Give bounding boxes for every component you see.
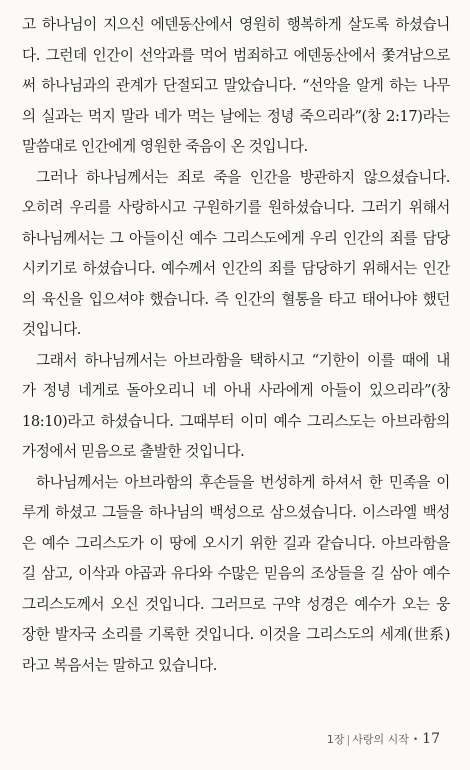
text-line: 18:10)라고 하셨습니다. 그때부터 이미 예수 그리스도는 아브라함의 <box>22 412 450 430</box>
text-line: 그래서 하나님께서는 아브라함을 택하시고 “기한이 이를 때에 내 <box>36 351 450 369</box>
text-line: 장한 발자국 소리를 기록한 것입니다. 이것을 그리스도의 세계(世系) <box>22 626 450 643</box>
text-line: 루게 하셨고 그들을 하나님의 백성으로 삼으셨습니다. 이스라엘 백성 <box>22 504 450 521</box>
section-title: 사랑의 시작 <box>352 733 409 746</box>
text-line: 오히려 우리를 사랑하시고 구원하기를 원하셨습니다. 그러기 위해서 <box>22 199 450 216</box>
paragraph-3 <box>22 346 450 468</box>
page-number: 17 <box>422 731 440 747</box>
paragraph-4 <box>22 468 450 682</box>
text-line: 그러나 하나님께서는 죄로 죽을 인간을 방관하지 않으셨습니다. <box>36 168 450 186</box>
text-line: 은 예수 그리스도가 이 땅에 오시기 위한 길과 같습니다. 아브라함을 <box>22 534 450 552</box>
text-line: 그리스도께서 오신 것입니다. 그러므로 구약 성경은 예수가 오는 웅 <box>22 595 450 613</box>
body-text <box>22 10 450 681</box>
text-line: 의 실과는 먹지 말라 네가 먹는 날에는 정녕 죽으리라”(창 2:17)라는 <box>22 107 450 125</box>
text-line: 고 하나님이 지으신 에덴동산에서 영원히 행복하게 살도록 하셨습니 <box>22 16 450 33</box>
text-line: 다. 그런데 인간이 선악과를 먹어 범죄하고 에덴동산에서 쫓겨남으로 <box>22 46 450 64</box>
page-footer <box>327 731 440 747</box>
text-line: 가정에서 믿음으로 출발한 것입니다. <box>22 443 245 460</box>
text-line: 의 육신을 입으셔야 했습니다. 즉 인간의 혈통을 타고 태어나야 했던 <box>22 290 450 308</box>
chapter-label: 1장 <box>326 733 345 746</box>
paragraph-1 <box>22 10 450 163</box>
text-line: 것입니다. <box>22 321 82 338</box>
text-line: 하나님께서는 그 아들이신 예수 그리스도에게 우리 인간의 죄를 담당 <box>22 229 450 247</box>
paragraph-2 <box>22 163 450 346</box>
text-line: 말씀대로 인간에게 영원한 죽음이 온 것입니다. <box>22 138 308 155</box>
bullet-icon: • <box>412 735 419 745</box>
text-line: 하나님께서는 아브라함의 후손들을 번성하게 하셔서 한 민족을 이 <box>36 473 450 491</box>
text-line: 시키기로 하셨습니다. 예수께서 인간의 죄를 담당하기 위해서는 인간 <box>22 260 450 277</box>
footer-separator: | <box>346 733 351 746</box>
text-line: 써 하나님과의 관계가 단절되고 말았습니다. “선악을 알게 하는 나무 <box>22 77 450 94</box>
text-line: 라고 복음서는 말하고 있습니다. <box>22 656 218 674</box>
text-line: 길 삼고, 이삭과 야곱과 유다와 수많은 믿음의 조상들을 길 삼아 예수 <box>22 565 450 582</box>
text-line: 가 정녕 네게로 돌아오리니 네 아내 사라에게 아들이 있으리라”(창 <box>22 382 450 399</box>
